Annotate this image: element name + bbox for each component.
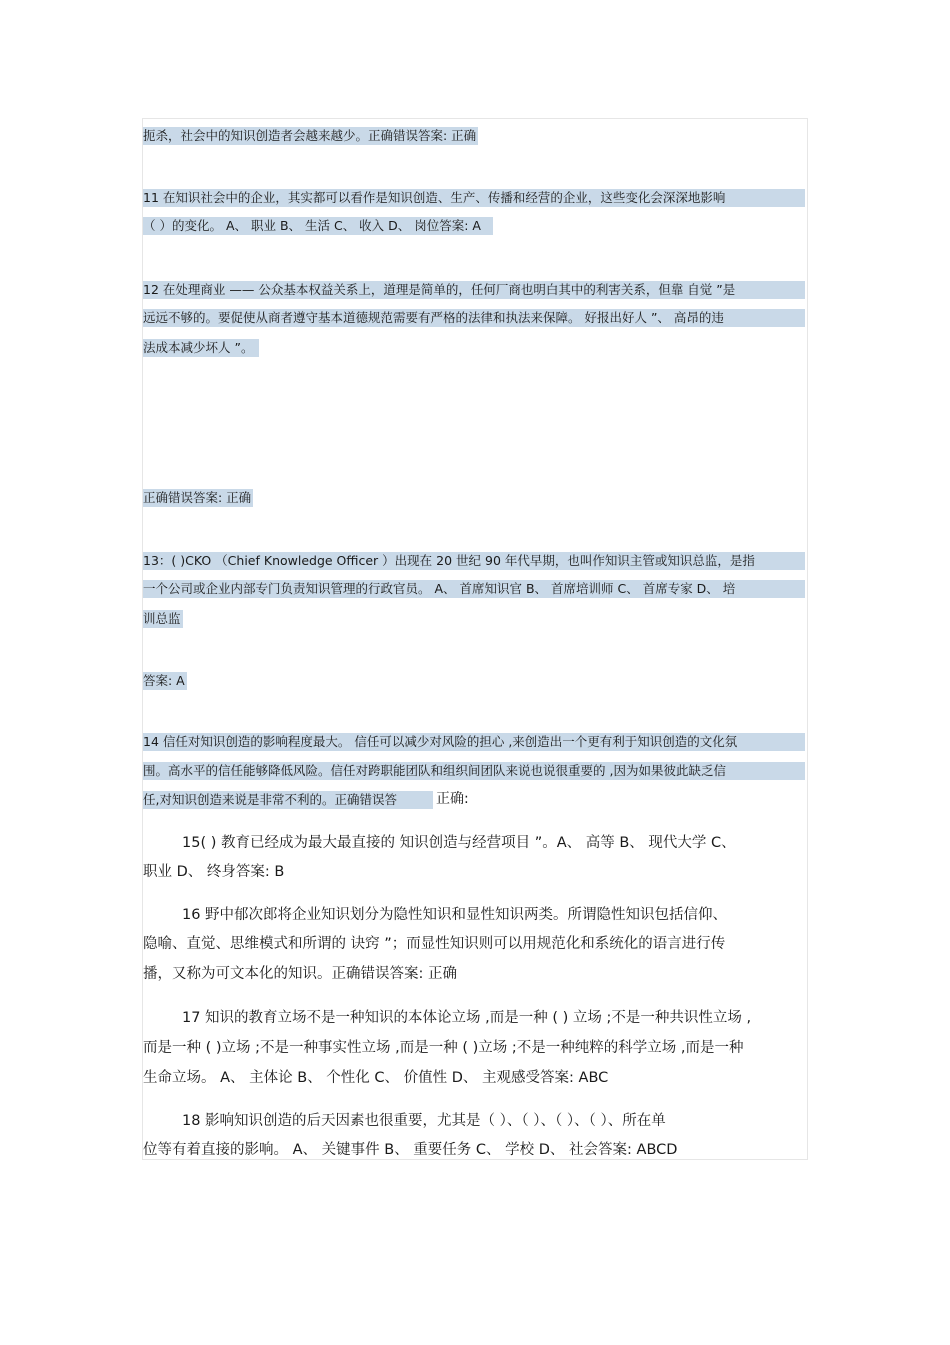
line-q17-a: 17 知识的教育立场不是一种知识的本体论立场 ,而是一种 ( ) 立场 ;不是一种共识性立场 , (182, 1010, 752, 1026)
line-q17-c: 生命立场。 A、 主体论 B、 个性化 C、 价值性 D、 主观感受答案: ABC (143, 1070, 609, 1086)
line-q12-a: 12 在处理商业 —— 公众基本权益关系上，道理是简单的，任何厂商也明白其中的利害关系，但靠 自觉 ”是 (143, 281, 805, 299)
line-q11-b: （ ）的变化。 A、 职业 B、 生活 C、 收入 D、 岗位答案: A (143, 217, 493, 235)
line-q13-answer: 答案: A (143, 673, 185, 688)
line-q16-b: 隐喻、直觉、思维模式和所谓的 诀窍 ”；而显性知识则可以用规范化和系统化的语言进行传 (143, 936, 726, 952)
line-q16-a: 16 野中郁次郎将企业知识划分为隐性知识和显性知识两类。所谓隐性知识包括信仰、 (182, 907, 728, 923)
line-q15-a: 15( ) 教育已经成为最大最直接的 知识创造与经营项目 ”。A、 高等 B、 现代大学 C、 (182, 835, 736, 851)
line-q10-end: 扼杀，社会中的知识创造者会越来越少。正确错误答案: 正确 (143, 128, 477, 143)
line-q13-a: 13：( )CKO （Chief Knowledge Officer ）出现在 20 世纪 90 年代早期，也叫作知识主管或知识总监，是指 (143, 552, 805, 570)
line-q14-answer: 正确: (436, 791, 469, 807)
line-q14-c: 任,对知识创造来说是非常不利的。正确错误答 (143, 791, 433, 809)
line-q18-b: 位等有着直接的影响。 A、 关键事件 B、 重要任务 C、 学校 D、 社会答案: ABCD (143, 1142, 678, 1158)
line-q14-a: 14 信任对知识创造的影响程度最大。 信任可以减少对风险的担心 ,来创造出一个更有利于知识创造的文化氛 (143, 733, 805, 751)
line-q12-c: 法成本减少坏人 ”。 (143, 339, 259, 357)
line-q13-c: 训总监 (143, 611, 181, 626)
line-q13-b: 一个公司或企业内部专门负责知识管理的行政官员。 A、 首席知识官 B、 首席培训师 C、 首席专家 D、 培 (143, 580, 805, 598)
line-q14-b: 围。高水平的信任能够降低风险。信任对跨职能团队和组织间团队来说也说很重要的 ,因为如果彼此缺乏信 (143, 762, 805, 780)
line-q18-a: 18 影响知识创造的后天因素也很重要，尤其是（ ）、（ ）、（ ）、（ ）、所在单 (182, 1113, 666, 1129)
line-q11-a: 11 在知识社会中的企业，其实都可以看作是知识创造、生产、传播和经营的企业，这些变化会深深地影响 (143, 189, 805, 207)
page-border (142, 118, 808, 1160)
line-q16-c: 播，又称为可文本化的知识。正确错误答案: 正确 (143, 966, 457, 982)
line-q15-b: 职业 D、 终身答案: B (143, 864, 285, 880)
line-q12-b: 远远不够的。要促使从商者遵守基本道德规范需要有严格的法律和执法来保障。 好报出好人 ”、 高昂的违 (143, 309, 805, 327)
line-q12-answer: 正确错误答案: 正确 (143, 490, 252, 505)
line-q17-b: 而是一种 ( )立场 ;不是一种事实性立场 ,而是一种 ( )立场 ;不是一种纯粹的科学立场 ,而是一种 (143, 1040, 744, 1056)
